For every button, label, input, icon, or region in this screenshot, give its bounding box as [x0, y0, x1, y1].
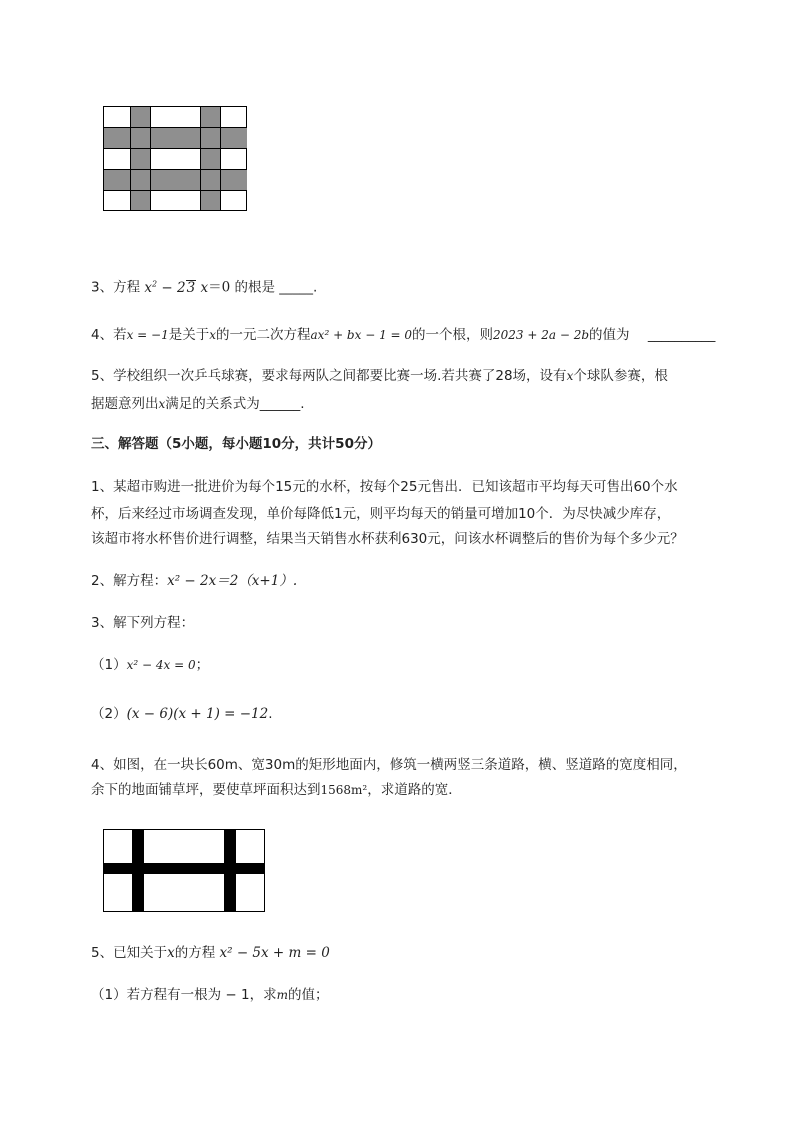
question-4: [91, 325, 715, 345]
p5-equation: x² − 5x + m = 0: [219, 945, 330, 961]
problem-2: [91, 571, 297, 591]
p5-text: 的方程: [174, 945, 216, 961]
q5-end: .: [300, 396, 305, 412]
q5-text-4: 满足的关系式为: [165, 396, 260, 412]
vertical-road-right: [200, 107, 220, 210]
p3-sub1-equation: x² − 4x = 0: [126, 658, 196, 672]
p3-sub1-label: （1）: [91, 657, 127, 673]
figure-gray-roads: [103, 106, 248, 212]
problem-3-sub-2: [91, 704, 273, 724]
section-title: 三、解答题（5小题，每小题10分，共计50分）: [91, 436, 381, 452]
q4-text-2: 的一元二次方程: [216, 327, 311, 343]
horizontal-road-top: [104, 127, 247, 148]
q3-equation: $x^2 - 23$ x: [144, 279, 209, 296]
p4-area: 1568m²: [320, 783, 368, 797]
q4-expression: 2023 + 2a − 2b: [493, 328, 590, 342]
problem-1-line-3: 该超市将水杯售价进行调整，结果当天销售水杯获利630元，问该水杯调整后的售价为每个多少元？: [91, 531, 684, 547]
q3-text: 的根是: [234, 279, 275, 296]
p4-text-2: ，求道路的宽．: [367, 782, 462, 798]
horizontal-road-bottom: [104, 169, 247, 190]
vertical-road-left: [132, 830, 144, 912]
problem-4-line-2: [91, 780, 462, 800]
p4-text-1: 余下的地面铺草坪，要使草坪面积达到: [91, 782, 321, 798]
q5-text-3: 据题意列出: [91, 396, 159, 412]
problem-3: 3、解下列方程：: [91, 615, 195, 631]
p5-sub1-label: （1）若方程有一根为 − 1，求: [91, 987, 277, 1003]
p3-sub2-label: （2）: [91, 706, 127, 722]
problem-1-line-1: 1、某超市购进一批进价为每个15元的水杯，按每个25元售出．已知该超市平均每天可售出60个水: [91, 479, 678, 495]
q5-var-2: x: [158, 397, 166, 411]
q4-text-4: 的值为: [589, 327, 630, 343]
q4-equation: ax² + bx − 1 = 0: [310, 328, 413, 342]
question-5-line-2: [91, 394, 305, 414]
q3-number: 3、方程: [91, 279, 141, 296]
p2-label: 2、解方程：: [91, 573, 168, 589]
problem-5-sub-1: [91, 985, 328, 1005]
problem-1-line-2: 杯，后来经过市场调查发现，单价每降低1元，则平均每天的销量可增加10个．为尽快减少库存，: [91, 506, 671, 522]
p5-var: x: [167, 945, 175, 961]
p5-sub1-var: m: [276, 988, 288, 1002]
q4-text-3: 的一个根，则: [412, 327, 494, 343]
q4-text-1: 是关于: [168, 327, 210, 343]
q4-root: x = −1: [126, 328, 169, 342]
figure-black-roads: [103, 829, 266, 913]
p3-sub1-end: ；: [195, 657, 210, 673]
p5-label: 5、已知关于: [91, 945, 168, 961]
q3-blank: _____: [279, 279, 314, 296]
q5-var-1: x: [566, 369, 574, 383]
question-5-line-1: [91, 366, 668, 386]
q5-blank: ______: [259, 396, 301, 412]
vertical-road-right: [224, 830, 236, 912]
p3-sub2-end: .: [268, 706, 273, 722]
vertical-road-left: [130, 107, 150, 210]
problem-5: [91, 943, 330, 963]
q4-blank: __________: [647, 327, 716, 343]
problem-3-sub-1: [91, 655, 209, 675]
horizontal-road: [104, 863, 265, 874]
q5-text-1: 5、学校组织一次乒乓球赛，要求每两队之间都要比赛一场.若共赛了28场，设有: [91, 368, 567, 384]
p2-equation: x² − 2x＝2（x+1）.: [167, 573, 298, 589]
q4-var: x: [209, 328, 217, 342]
question-3: 3、方程 $x^2 - 23$ x＝0 的根是 _____.: [91, 279, 318, 296]
q5-text-2: 个球队参赛，根: [573, 368, 668, 384]
p5-sub1-end: 的值；: [287, 987, 329, 1003]
problem-4-line-1: 4、如图，在一块长60m、宽30m的矩形地面内，修筑一横两竖三条道路，横、竖道路的宽度相同，: [91, 757, 687, 773]
q4-number: 4、若: [91, 327, 127, 343]
p3-sub2-equation: (x − 6)(x + 1) = −12: [126, 706, 269, 722]
q3-end: .: [313, 279, 318, 296]
